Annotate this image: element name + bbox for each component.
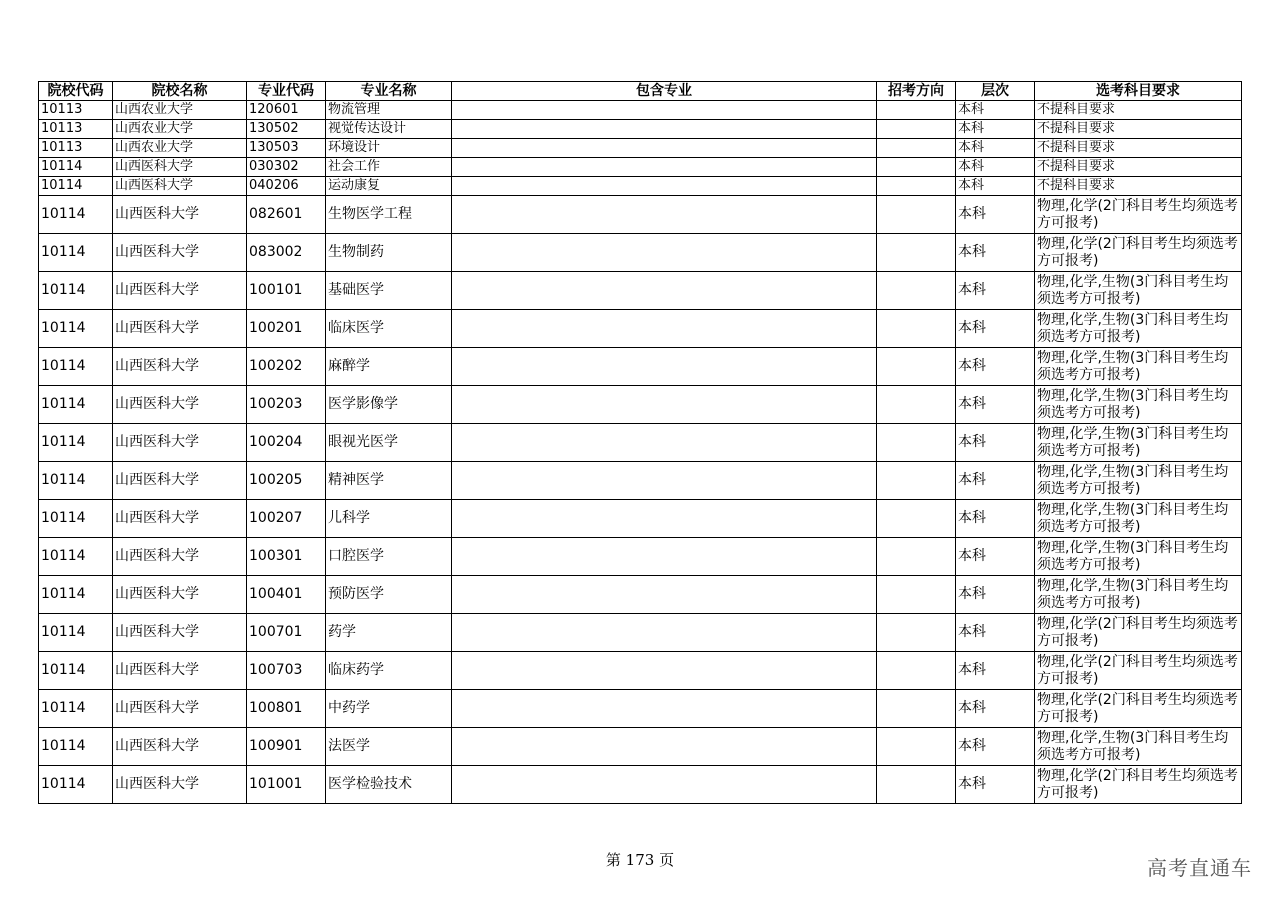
cell-requirement: 不提科目要求 — [1035, 120, 1242, 139]
cell-direction — [877, 310, 956, 348]
cell-major-code: 100401 — [247, 576, 326, 614]
cell-major-code: 100205 — [247, 462, 326, 500]
table-row — [39, 196, 1242, 234]
admission-table — [38, 81, 1242, 804]
cell-major-code: 101001 — [247, 766, 326, 804]
cell-major-code: 100801 — [247, 690, 326, 728]
cell-school-code: 10114 — [39, 462, 113, 500]
cell-school-code: 10114 — [39, 348, 113, 386]
cell-requirement: 物理,化学,生物(3门科目考生均须选考方可报考) — [1035, 386, 1242, 424]
cell-major-name: 生物制药 — [326, 234, 452, 272]
cell-level: 本科 — [956, 101, 1035, 120]
cell-included-majors — [452, 576, 877, 614]
cell-direction — [877, 177, 956, 196]
table-row — [39, 576, 1242, 614]
cell-direction — [877, 101, 956, 120]
watermark: 高考直通车 — [1147, 856, 1252, 880]
cell-requirement: 不提科目要求 — [1035, 158, 1242, 177]
cell-level: 本科 — [956, 538, 1035, 576]
cell-direction — [877, 652, 956, 690]
header-major-name: 专业名称 — [326, 82, 452, 101]
cell-included-majors — [452, 139, 877, 158]
header-direction: 招考方向 — [877, 82, 956, 101]
cell-direction — [877, 120, 956, 139]
cell-direction — [877, 424, 956, 462]
cell-major-name: 医学检验技术 — [326, 766, 452, 804]
cell-direction — [877, 500, 956, 538]
cell-school-name: 山西医科大学 — [113, 234, 247, 272]
cell-school-name: 山西医科大学 — [113, 766, 247, 804]
header-school-name: 院校名称 — [113, 82, 247, 101]
cell-direction — [877, 462, 956, 500]
cell-school-code: 10114 — [39, 424, 113, 462]
cell-school-name: 山西医科大学 — [113, 424, 247, 462]
cell-level: 本科 — [956, 196, 1035, 234]
cell-direction — [877, 272, 956, 310]
header-major-code: 专业代码 — [247, 82, 326, 101]
table-row — [39, 120, 1242, 139]
cell-major-name: 环境设计 — [326, 139, 452, 158]
cell-level: 本科 — [956, 652, 1035, 690]
table-row — [39, 348, 1242, 386]
cell-school-code: 10114 — [39, 690, 113, 728]
cell-level: 本科 — [956, 177, 1035, 196]
cell-school-code: 10114 — [39, 538, 113, 576]
header-school-code: 院校代码 — [39, 82, 113, 101]
cell-major-code: 100202 — [247, 348, 326, 386]
table-row — [39, 462, 1242, 500]
cell-major-code: 120601 — [247, 101, 326, 120]
cell-school-code: 10114 — [39, 576, 113, 614]
cell-included-majors — [452, 766, 877, 804]
cell-major-name: 药学 — [326, 614, 452, 652]
cell-school-name: 山西医科大学 — [113, 538, 247, 576]
cell-level: 本科 — [956, 386, 1035, 424]
table-row — [39, 690, 1242, 728]
cell-major-name: 视觉传达设计 — [326, 120, 452, 139]
cell-school-code: 10113 — [39, 139, 113, 158]
cell-school-name: 山西医科大学 — [113, 196, 247, 234]
cell-school-code: 10114 — [39, 310, 113, 348]
cell-school-name: 山西医科大学 — [113, 158, 247, 177]
cell-school-name: 山西医科大学 — [113, 348, 247, 386]
cell-school-name: 山西医科大学 — [113, 576, 247, 614]
table-row — [39, 728, 1242, 766]
cell-major-name: 运动康复 — [326, 177, 452, 196]
cell-school-name: 山西农业大学 — [113, 139, 247, 158]
table-row — [39, 424, 1242, 462]
cell-school-code: 10114 — [39, 652, 113, 690]
cell-school-name: 山西医科大学 — [113, 652, 247, 690]
header-requirement: 选考科目要求 — [1035, 82, 1242, 101]
table-row — [39, 614, 1242, 652]
cell-major-name: 儿科学 — [326, 500, 452, 538]
cell-level: 本科 — [956, 310, 1035, 348]
cell-school-name: 山西农业大学 — [113, 120, 247, 139]
cell-major-code: 100204 — [247, 424, 326, 462]
cell-level: 本科 — [956, 576, 1035, 614]
cell-level: 本科 — [956, 728, 1035, 766]
cell-requirement: 物理,化学,生物(3门科目考生均须选考方可报考) — [1035, 538, 1242, 576]
cell-requirement: 物理,化学(2门科目考生均须选考方可报考) — [1035, 234, 1242, 272]
table-row — [39, 386, 1242, 424]
header-included-majors: 包含专业 — [452, 82, 877, 101]
table-row — [39, 272, 1242, 310]
table-row — [39, 538, 1242, 576]
cell-level: 本科 — [956, 766, 1035, 804]
cell-major-code: 030302 — [247, 158, 326, 177]
cell-direction — [877, 728, 956, 766]
cell-requirement: 物理,化学,生物(3门科目考生均须选考方可报考) — [1035, 576, 1242, 614]
cell-school-code: 10113 — [39, 101, 113, 120]
cell-major-code: 130502 — [247, 120, 326, 139]
header-row — [39, 82, 1242, 101]
cell-level: 本科 — [956, 139, 1035, 158]
cell-level: 本科 — [956, 690, 1035, 728]
cell-included-majors — [452, 272, 877, 310]
cell-major-name: 精神医学 — [326, 462, 452, 500]
cell-major-code: 100201 — [247, 310, 326, 348]
cell-major-name: 医学影像学 — [326, 386, 452, 424]
cell-school-code: 10114 — [39, 386, 113, 424]
cell-included-majors — [452, 386, 877, 424]
cell-school-name: 山西医科大学 — [113, 690, 247, 728]
cell-requirement: 不提科目要求 — [1035, 177, 1242, 196]
cell-school-name: 山西医科大学 — [113, 272, 247, 310]
cell-requirement: 物理,化学(2门科目考生均须选考方可报考) — [1035, 690, 1242, 728]
cell-major-name: 物流管理 — [326, 101, 452, 120]
table-row — [39, 101, 1242, 120]
cell-direction — [877, 576, 956, 614]
cell-included-majors — [452, 101, 877, 120]
cell-direction — [877, 386, 956, 424]
cell-major-name: 临床药学 — [326, 652, 452, 690]
cell-major-code: 100101 — [247, 272, 326, 310]
cell-school-code: 10114 — [39, 234, 113, 272]
cell-direction — [877, 158, 956, 177]
cell-major-code: 130503 — [247, 139, 326, 158]
cell-school-code: 10114 — [39, 177, 113, 196]
header-level: 层次 — [956, 82, 1035, 101]
cell-major-code: 100703 — [247, 652, 326, 690]
cell-major-name: 眼视光医学 — [326, 424, 452, 462]
cell-level: 本科 — [956, 158, 1035, 177]
cell-requirement: 物理,化学(2门科目考生均须选考方可报考) — [1035, 766, 1242, 804]
cell-major-name: 预防医学 — [326, 576, 452, 614]
cell-level: 本科 — [956, 462, 1035, 500]
cell-major-code: 100203 — [247, 386, 326, 424]
cell-direction — [877, 538, 956, 576]
cell-school-code: 10114 — [39, 766, 113, 804]
cell-school-name: 山西医科大学 — [113, 500, 247, 538]
cell-school-code: 10114 — [39, 196, 113, 234]
cell-included-majors — [452, 500, 877, 538]
cell-included-majors — [452, 177, 877, 196]
cell-included-majors — [452, 196, 877, 234]
cell-included-majors — [452, 310, 877, 348]
cell-level: 本科 — [956, 348, 1035, 386]
cell-major-code: 100207 — [247, 500, 326, 538]
cell-included-majors — [452, 234, 877, 272]
cell-school-name: 山西医科大学 — [113, 728, 247, 766]
cell-major-name: 中药学 — [326, 690, 452, 728]
cell-major-name: 法医学 — [326, 728, 452, 766]
cell-major-code: 100701 — [247, 614, 326, 652]
cell-requirement: 物理,化学,生物(3门科目考生均须选考方可报考) — [1035, 462, 1242, 500]
cell-major-name: 社会工作 — [326, 158, 452, 177]
cell-major-name: 基础医学 — [326, 272, 452, 310]
table-row — [39, 139, 1242, 158]
cell-major-name: 麻醉学 — [326, 348, 452, 386]
cell-requirement: 物理,化学,生物(3门科目考生均须选考方可报考) — [1035, 272, 1242, 310]
cell-level: 本科 — [956, 234, 1035, 272]
page-number: 第 173 页 — [605, 851, 675, 869]
cell-included-majors — [452, 652, 877, 690]
cell-major-name: 生物医学工程 — [326, 196, 452, 234]
cell-major-code: 100901 — [247, 728, 326, 766]
cell-direction — [877, 614, 956, 652]
cell-included-majors — [452, 462, 877, 500]
cell-major-code: 083002 — [247, 234, 326, 272]
cell-requirement: 物理,化学,生物(3门科目考生均须选考方可报考) — [1035, 348, 1242, 386]
cell-school-code: 10114 — [39, 614, 113, 652]
cell-included-majors — [452, 614, 877, 652]
table-row — [39, 234, 1242, 272]
cell-direction — [877, 766, 956, 804]
cell-included-majors — [452, 120, 877, 139]
cell-level: 本科 — [956, 424, 1035, 462]
cell-requirement: 不提科目要求 — [1035, 139, 1242, 158]
table-row — [39, 177, 1242, 196]
cell-school-code: 10114 — [39, 272, 113, 310]
cell-school-code: 10114 — [39, 500, 113, 538]
cell-level: 本科 — [956, 614, 1035, 652]
cell-requirement: 物理,化学,生物(3门科目考生均须选考方可报考) — [1035, 728, 1242, 766]
cell-included-majors — [452, 348, 877, 386]
cell-school-code: 10113 — [39, 120, 113, 139]
table-row — [39, 652, 1242, 690]
cell-requirement: 物理,化学(2门科目考生均须选考方可报考) — [1035, 652, 1242, 690]
cell-direction — [877, 690, 956, 728]
cell-school-code: 10114 — [39, 158, 113, 177]
table-row — [39, 766, 1242, 804]
table-row — [39, 500, 1242, 538]
cell-major-code: 082601 — [247, 196, 326, 234]
cell-school-code: 10114 — [39, 728, 113, 766]
cell-included-majors — [452, 538, 877, 576]
cell-included-majors — [452, 728, 877, 766]
cell-included-majors — [452, 424, 877, 462]
cell-included-majors — [452, 158, 877, 177]
cell-school-name: 山西医科大学 — [113, 386, 247, 424]
cell-major-code: 100301 — [247, 538, 326, 576]
cell-school-name: 山西医科大学 — [113, 462, 247, 500]
cell-major-name: 临床医学 — [326, 310, 452, 348]
cell-direction — [877, 234, 956, 272]
cell-major-name: 口腔医学 — [326, 538, 452, 576]
cell-included-majors — [452, 690, 877, 728]
cell-school-name: 山西农业大学 — [113, 101, 247, 120]
cell-direction — [877, 196, 956, 234]
cell-requirement: 物理,化学(2门科目考生均须选考方可报考) — [1035, 614, 1242, 652]
table-row — [39, 158, 1242, 177]
cell-direction — [877, 139, 956, 158]
table-body — [39, 101, 1242, 804]
cell-requirement: 物理,化学(2门科目考生均须选考方可报考) — [1035, 196, 1242, 234]
cell-requirement: 物理,化学,生物(3门科目考生均须选考方可报考) — [1035, 310, 1242, 348]
cell-requirement: 不提科目要求 — [1035, 101, 1242, 120]
cell-level: 本科 — [956, 272, 1035, 310]
cell-major-code: 040206 — [247, 177, 326, 196]
cell-school-name: 山西医科大学 — [113, 614, 247, 652]
cell-school-name: 山西医科大学 — [113, 310, 247, 348]
cell-requirement: 物理,化学,生物(3门科目考生均须选考方可报考) — [1035, 500, 1242, 538]
cell-school-name: 山西医科大学 — [113, 177, 247, 196]
cell-direction — [877, 348, 956, 386]
table-row — [39, 310, 1242, 348]
cell-requirement: 物理,化学,生物(3门科目考生均须选考方可报考) — [1035, 424, 1242, 462]
cell-level: 本科 — [956, 500, 1035, 538]
cell-level: 本科 — [956, 120, 1035, 139]
